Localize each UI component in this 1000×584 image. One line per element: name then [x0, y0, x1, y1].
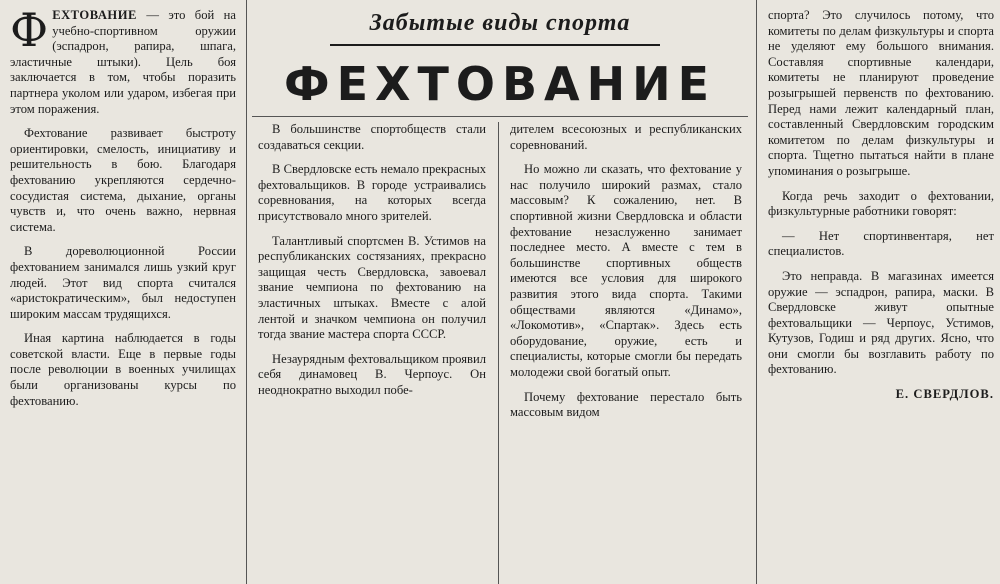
paragraph: дителем всесоюзных и республиканских соревнований. — [510, 122, 742, 152]
kicker-underline — [330, 44, 660, 46]
column-4 — [768, 8, 994, 584]
paragraph: Но можно ли сказать, что фехтование у нас получило широкий размах, стало массовым? К сожалению, нет. В спортивной жизни Свердловска и области фехтование незаслуженно занимает последнее место. А вместе с тем в большинстве спортивных обществ имеются все условия для широкого развития этого вида спорта. Такими обществами являются «Динамо», «Локомотив», «Спартак». Здесь есть оборудование, оружие, есть и специалисты, которые смогли бы передать молодежи свой богатый опыт. — [510, 162, 742, 379]
paragraph: В большинстве спортобществ стали создаваться секции. — [258, 122, 486, 152]
title-divider — [252, 116, 748, 117]
paragraph: Иная картина наблюдается в годы советской власти. Еще в первые годы после революции в военных училищах были организованы курсы по фехтованию. — [10, 331, 236, 408]
paragraph: Это неправда. В магазинах имеется оружие — эспадрон, рапира, маски. В Свердловске живут опытные фехтовальщики — Черпоус, Устимов, Кутузов, Годиш и ряд других. Ясно, что они смогли бы возглавить работу по фехтованию. — [768, 268, 994, 377]
column-3 — [510, 122, 742, 584]
column-1 — [10, 8, 236, 584]
paragraph: спорта? Это случилось потому, что комитеты по делам физкультуры и спорта не уделяют ему большого внимания. Составляя спортивные календари, комитеты не планируют проведение розыгрышей первенств по фехтованию. Перед нами лежит календарный план, составленный Свердловским городским комитетом по делам физкультуры и спорта. Тщетно пытаться найти в плане упоминания о розыгрыше. — [768, 8, 994, 178]
column-2 — [258, 122, 486, 584]
column-rule — [498, 122, 499, 584]
paragraph: Незаурядным фехтовальщиком проявил себя динамовец В. Черпоус. Он неоднократно выходил побе- — [258, 351, 486, 397]
column-rule — [756, 0, 757, 584]
paragraph-text: — это бой на учебно-спортивном оружии (эспадрон, рапира, шпага, эластичные штыки). Цель боя заключается в том, чтобы поразить партнера уколом или ударом, избегая при этом поражения. — [10, 8, 236, 116]
drop-cap: Ф — [10, 8, 49, 57]
article-title: ФЕХТОВАНИЕ — [283, 57, 717, 111]
paragraph: Когда речь заходит о фехтовании, физкультурные работники говорят: — [768, 188, 994, 219]
section-kicker: Забытые виды спорта — [369, 10, 631, 36]
paragraph: В дореволюционной России фехтованием занимался лишь узкий круг людей. Этот вид спорта считался «аристократическим», был недоступен широким массам трудящихся. — [10, 244, 236, 321]
paragraph: В Свердловске есть немало прекрасных фехтовальщиков. В городе устраивались соревнования, на которых всегда присутствовало много зрителей. — [258, 162, 486, 223]
paragraph: — Нет спортинвентаря, нет специалистов. — [768, 228, 994, 259]
paragraph — [10, 8, 236, 117]
paragraph: Талантливый спортсмен В. Устимов на республиканских состязаниях, прекрасно защищая честь Свердловска, завоевал звание чемпиона по фехтованию на эластичных штыках. Вместе с алой лентой и значком чемпиона он получил тогда звание мастера спорта СССР. — [258, 233, 486, 342]
paragraph: Почему фехтование перестало быть массовым видом — [510, 389, 742, 420]
author-signature: Е. СВЕРДЛОВ. — [895, 387, 994, 402]
column-rule — [246, 0, 247, 584]
lead-word: ЕХТОВАНИЕ — [52, 8, 137, 22]
paragraph: Фехтование развивает быстроту ориентировки, смелость, инициативу и решительность в бою. Благодаря фехтованию укрепляются сердечно-сосудистая система, дыхание, органы чувств и, что очень важно, нервная система. — [10, 126, 236, 234]
